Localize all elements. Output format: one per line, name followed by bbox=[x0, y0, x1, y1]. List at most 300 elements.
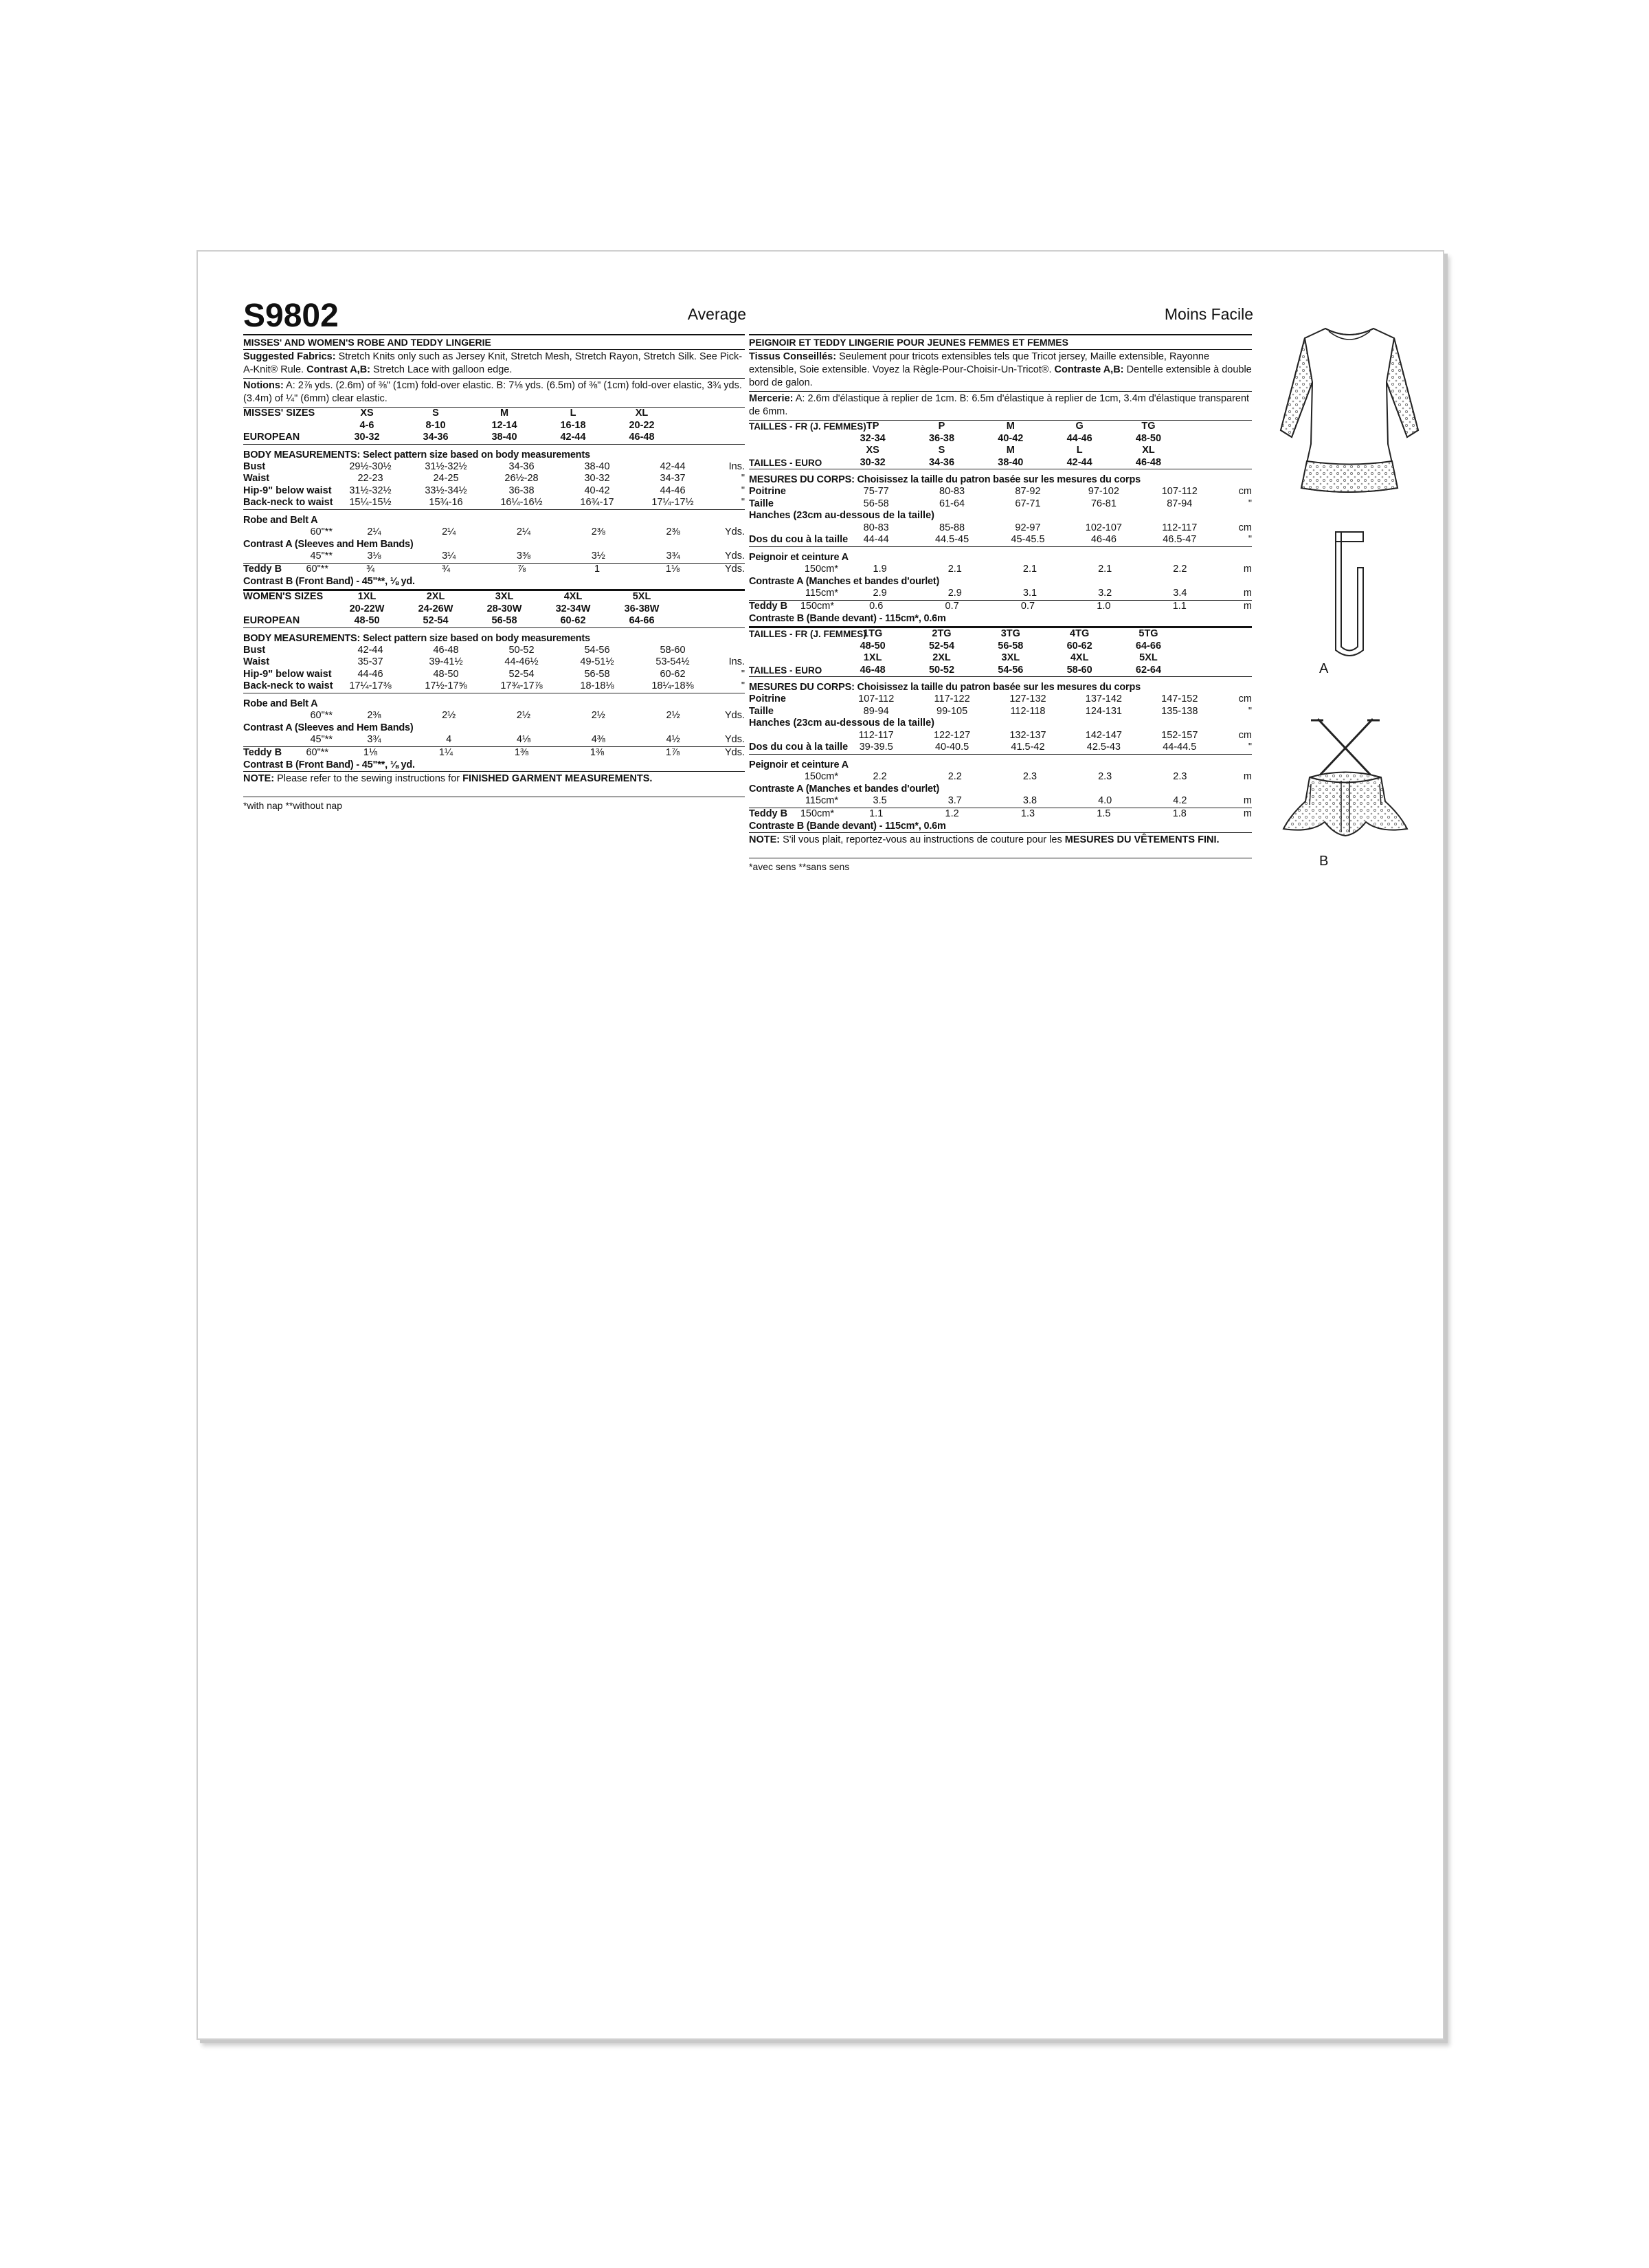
suggested-fabrics: Suggested Fabrics: Stretch Knits only such as Jersey Knit, Stretch Mesh, Stretch Rayon, Stretch Silk. See Pick-A-Knit® Rule. Contrast A,B: Stretch Lace with galloon edge. bbox=[243, 351, 743, 375]
table-cell: 87-92 bbox=[1015, 486, 1041, 497]
unit-cell: Ins. bbox=[728, 656, 745, 667]
unit-cell: Yds. bbox=[724, 526, 745, 537]
size-range: 24-26W bbox=[418, 603, 453, 614]
table-cell: ⅞ bbox=[517, 563, 526, 575]
size-range: 48-50 bbox=[354, 615, 380, 626]
size-label: XS bbox=[360, 408, 374, 419]
table-cell: 42.5-43 bbox=[1086, 742, 1121, 753]
size-range: 52-54 bbox=[928, 640, 955, 652]
robe-yardage-heading: Peignoir et ceinture A bbox=[749, 551, 849, 563]
table-cell: 34-37 bbox=[660, 473, 686, 484]
unit-cell: m bbox=[1243, 588, 1252, 599]
table-cell: 3¾ bbox=[666, 551, 680, 562]
table-cell: 85-88 bbox=[939, 522, 965, 533]
size-label: 1XL bbox=[357, 591, 377, 602]
unit-cell: cm bbox=[1238, 693, 1252, 704]
table-row bbox=[749, 588, 1252, 600]
table-cell: 99-105 bbox=[936, 705, 968, 717]
finished-measurements-note-fr: NOTE: S'il vous plait, reportez-vous au instructions de couture pour les MESURES DU VÊTEMENTS FINI. bbox=[749, 834, 1220, 845]
size-range: 38-40 bbox=[998, 456, 1024, 468]
table-cell: 4⅛ bbox=[516, 734, 531, 745]
row-label: Hip-9" below waist bbox=[243, 485, 332, 496]
table-cell: 52-54 bbox=[508, 668, 535, 680]
table-cell: 80-83 bbox=[939, 486, 965, 497]
table-cell: 1.3 bbox=[1020, 808, 1035, 819]
table-cell: 0.7 bbox=[945, 600, 959, 612]
body-measurements-heading: MESURES DU CORPS: Choisissez la taille du patron basée sur les mesures du corps bbox=[749, 682, 1141, 693]
size-range: 38-40 bbox=[491, 432, 517, 443]
table-row bbox=[243, 734, 745, 746]
nap-footnote: *with nap **without nap bbox=[243, 797, 745, 812]
table-cell: 0.7 bbox=[1020, 600, 1035, 612]
table-cell: ¾ bbox=[441, 563, 451, 575]
size-range: 48-50 bbox=[860, 640, 886, 652]
size-range: 3XL bbox=[1001, 652, 1020, 663]
table-cell: 1.1 bbox=[1172, 600, 1187, 612]
table-cell: 56-58 bbox=[584, 668, 610, 680]
row-label: 150cm* bbox=[804, 770, 838, 782]
difficulty-level: Average bbox=[687, 305, 746, 323]
table-cell: 3.1 bbox=[1022, 588, 1037, 599]
table-cell: 56-58 bbox=[863, 498, 889, 509]
row-label: Dos du cou à la taille bbox=[749, 742, 849, 753]
table-cell: 112-117 bbox=[1162, 522, 1198, 533]
size-range-row bbox=[749, 433, 1252, 445]
row-label: 150cm* bbox=[804, 563, 838, 575]
table-cell: 2½ bbox=[666, 709, 680, 721]
women-size-table-fr bbox=[749, 628, 1252, 832]
contrast-a-heading: Contrast A (Sleeves and Hem Bands) bbox=[243, 722, 414, 733]
size-range-row: TAILLES - EURO 30-32 34-36 38-40 42-44 46-48 bbox=[749, 457, 1252, 469]
size-range: 40-42 bbox=[998, 432, 1024, 444]
size-header-row: MISSES' SIZES XS S M L XL bbox=[243, 408, 745, 420]
table-cell: 46.5-47 bbox=[1163, 534, 1197, 545]
table-cell: 40-40.5 bbox=[934, 742, 969, 753]
size-range: 48-50 bbox=[1135, 432, 1162, 444]
robe-illustration bbox=[1260, 320, 1439, 506]
size-label: 3XL bbox=[495, 591, 514, 602]
table-cell: 2½ bbox=[591, 709, 605, 721]
table-cell: 1⅞ bbox=[665, 746, 680, 758]
size-range-row: EUROPEAN 30-32 34-36 38-40 42-44 46-48 bbox=[243, 432, 745, 444]
unit-cell: " bbox=[741, 485, 745, 496]
unit-cell: " bbox=[1248, 498, 1252, 509]
size-range: 56-58 bbox=[491, 615, 517, 626]
table-cell: 2¼ bbox=[516, 526, 531, 537]
pattern-number: S9802 bbox=[243, 298, 339, 334]
contrast-a-heading: Contraste A (Manches et bandes d'ourlet) bbox=[749, 783, 940, 794]
notions-fr: Mercerie: A: 2.6m d'élastique à replier de 1cm. B: 6.5m d'élastique à replier de 1cm, 3.4m d'élastique transparent de 6mm. bbox=[749, 393, 1250, 417]
size-label: L bbox=[570, 408, 576, 419]
table-cell: 152-157 bbox=[1161, 729, 1198, 741]
table-row bbox=[243, 645, 745, 657]
size-range-row bbox=[243, 603, 745, 616]
unit-cell: " bbox=[1248, 705, 1252, 717]
size-label: XL bbox=[635, 408, 649, 419]
table-row bbox=[749, 730, 1252, 742]
size-label: P bbox=[938, 421, 945, 432]
size-label: S bbox=[432, 408, 439, 419]
row-label: Bust bbox=[243, 644, 266, 656]
table-row bbox=[243, 551, 745, 563]
size-range: XL bbox=[1142, 445, 1155, 456]
size-range: 20-22W bbox=[349, 603, 385, 614]
table-cell: 58-60 bbox=[660, 644, 686, 656]
table-cell: 1⅛ bbox=[363, 746, 378, 758]
table-cell: 87-94 bbox=[1167, 498, 1193, 509]
view-a-label: A bbox=[1319, 661, 1329, 676]
table-cell: 4.0 bbox=[1098, 795, 1112, 806]
table-cell: 3.4 bbox=[1173, 588, 1187, 599]
table-row bbox=[749, 771, 1252, 783]
size-label: 2XL bbox=[426, 591, 445, 602]
table-cell: 112-118 bbox=[1010, 705, 1046, 717]
table-cell: 112-117 bbox=[858, 729, 894, 741]
table-cell: 39-39.5 bbox=[859, 742, 893, 753]
table-cell: 1⅜ bbox=[514, 746, 529, 758]
table-cell: 17¼-17½ bbox=[651, 497, 694, 508]
table-cell: 41.5-42 bbox=[1011, 742, 1045, 753]
table-cell: 0.6 bbox=[869, 600, 884, 612]
contrast-a-heading: Contraste A (Manches et bandes d'ourlet) bbox=[749, 576, 940, 587]
size-range-row bbox=[749, 445, 1252, 457]
size-range: M bbox=[1006, 445, 1015, 456]
body-measurements-heading: BODY MEASUREMENTS: Select pattern size based on body measurements bbox=[243, 449, 590, 460]
size-range: 30-32 bbox=[354, 432, 380, 443]
row-label bbox=[749, 522, 838, 535]
table-cell: 46-48 bbox=[433, 644, 459, 656]
size-label: M bbox=[1006, 421, 1015, 432]
table-cell: 4 bbox=[446, 734, 452, 745]
table-cell: 3¼ bbox=[442, 551, 456, 562]
size-label: 3TG bbox=[1000, 628, 1020, 639]
size-range: 4XL bbox=[1070, 652, 1089, 663]
row-label: 45"** bbox=[310, 551, 333, 562]
table-cell: 3.5 bbox=[873, 795, 887, 806]
unit-cell: m bbox=[1243, 795, 1252, 806]
size-range-row bbox=[749, 652, 1252, 665]
table-cell: 1.2 bbox=[945, 808, 959, 819]
size-range: 58-60 bbox=[1066, 664, 1092, 676]
table-row bbox=[749, 498, 1252, 511]
table-cell: 3¾ bbox=[367, 734, 381, 745]
table-cell: 2.1 bbox=[1098, 563, 1112, 575]
size-range: 2XL bbox=[932, 652, 951, 663]
table-cell: 75-77 bbox=[863, 486, 889, 497]
table-cell: 1.5 bbox=[1097, 808, 1111, 819]
row-label: Waist bbox=[243, 656, 270, 667]
table-cell: 127-132 bbox=[1009, 693, 1046, 704]
pattern-envelope-back bbox=[197, 250, 1444, 2040]
table-row bbox=[243, 473, 745, 485]
table-row bbox=[749, 564, 1252, 576]
table-row bbox=[749, 693, 1252, 706]
unit-cell: " bbox=[1248, 742, 1252, 753]
table-cell: 30-32 bbox=[584, 473, 610, 484]
table-row bbox=[749, 742, 1252, 754]
unit-cell bbox=[710, 645, 745, 657]
table-cell: 97-102 bbox=[1088, 486, 1119, 497]
body-measurements-heading: MESURES DU CORPS: Choisissez la taille du patron basée sur les mesures du corps bbox=[749, 474, 1141, 485]
size-range: 54-56 bbox=[998, 664, 1024, 676]
table-cell: 15¼-15½ bbox=[349, 497, 392, 508]
size-range: 64-66 bbox=[629, 615, 655, 626]
row-label: Bust bbox=[243, 460, 266, 472]
size-range-row: EUROPEAN 48-50 52-54 56-58 60-62 64-66 bbox=[243, 615, 745, 627]
unit-cell: cm bbox=[1238, 522, 1252, 533]
table-cell: 2¼ bbox=[367, 526, 381, 537]
unit-cell: " bbox=[741, 680, 745, 691]
unit-cell: " bbox=[741, 473, 745, 484]
table-cell: 18¼-18⅜ bbox=[651, 680, 694, 691]
row-label: Hanches (23cm au-dessous de la taille) bbox=[749, 718, 934, 729]
women-size-table bbox=[243, 591, 745, 771]
table-cell: 2.3 bbox=[1098, 770, 1112, 782]
size-label: 5XL bbox=[632, 591, 651, 602]
table-cell: 4.2 bbox=[1173, 795, 1187, 806]
size-label: 2TG bbox=[932, 628, 952, 639]
table-cell: 38-40 bbox=[584, 460, 610, 472]
table-cell: 3⅛ bbox=[367, 551, 381, 562]
robe-yardage-heading: Robe and Belt A bbox=[243, 514, 318, 526]
pattern-title: MISSES' AND WOMEN'S ROBE AND TEDDY LINGERIE bbox=[243, 334, 745, 350]
row-label: Poitrine bbox=[749, 693, 786, 704]
table-cell: 1⅜ bbox=[590, 746, 605, 758]
table-cell: 2½ bbox=[442, 709, 456, 721]
view-b-label: B bbox=[1319, 854, 1329, 869]
unit-cell: Ins. bbox=[728, 460, 745, 472]
size-range: 56-58 bbox=[998, 640, 1024, 652]
table-cell: 117-122 bbox=[934, 693, 970, 704]
teddy-row: Teddy B 60"** 1⅛ 1¼ 1⅜ 1⅜ 1⅞ Yds. bbox=[243, 746, 745, 758]
size-range-row bbox=[243, 420, 745, 432]
size-header-row: TAILLES - FR (J. FEMMES) TP P M G TG bbox=[749, 421, 1252, 433]
contrast-b-yardage: Contraste B (Bande devant) - 115cm*, 0.6m bbox=[749, 613, 946, 624]
suggested-fabrics-fr: Tissus Conseillés: Seulement pour tricots extensibles tels que Tricot jersey, Maille extensible, Rayonne extensible, Soie extensible. Voyez la Règle-Pour-Choisir-Un-Tricot®. Contraste A,B: Dentelle extensible à double bord de galon. bbox=[749, 351, 1252, 388]
size-range: 60-62 bbox=[1066, 640, 1092, 652]
table-cell: 16¾-17 bbox=[580, 497, 614, 508]
size-range: 62-64 bbox=[1135, 664, 1162, 676]
table-cell: 3.7 bbox=[947, 795, 962, 806]
table-cell: 2⅜ bbox=[367, 709, 381, 721]
table-cell: 15¾-16 bbox=[429, 497, 463, 508]
unit-cell: Yds. bbox=[724, 709, 745, 721]
table-cell: 102-107 bbox=[1085, 522, 1122, 533]
table-cell: ¾ bbox=[366, 563, 375, 575]
table-cell: 2⅜ bbox=[666, 526, 680, 537]
table-row bbox=[243, 461, 745, 474]
unit-cell: " bbox=[741, 668, 745, 680]
table-cell: 50-52 bbox=[508, 644, 535, 656]
size-range: 64-66 bbox=[1135, 640, 1162, 652]
table-cell: 4½ bbox=[666, 734, 680, 745]
robe-yardage-heading: Robe and Belt A bbox=[243, 698, 318, 709]
row-label: Hanches (23cm au-dessous de la taille) bbox=[749, 510, 934, 521]
size-range: 32-34W bbox=[555, 603, 591, 614]
row-label: Dos du cou à la taille bbox=[749, 534, 849, 545]
table-cell: 2.3 bbox=[1173, 770, 1187, 782]
table-cell: 16¼-16½ bbox=[500, 497, 543, 508]
size-range: 44-46 bbox=[1066, 432, 1092, 444]
contrast-b-yardage: Contrast B (Front Band) - 45"**, ⅛ yd. bbox=[243, 759, 415, 770]
table-cell: 44-44.5 bbox=[1163, 742, 1197, 753]
table-cell: 31½-32½ bbox=[349, 485, 392, 496]
size-range: 1XL bbox=[863, 652, 882, 663]
size-range: 42-44 bbox=[560, 432, 586, 443]
row-label: Taille bbox=[749, 498, 774, 509]
size-range-row: TAILLES - EURO 46-48 50-52 54-56 58-60 62-64 bbox=[749, 665, 1252, 677]
size-label: 4XL bbox=[563, 591, 583, 602]
table-cell: 48-50 bbox=[433, 668, 459, 680]
table-cell: 107-112 bbox=[858, 693, 895, 704]
table-row bbox=[243, 485, 745, 498]
table-cell: 2.1 bbox=[1022, 563, 1037, 575]
size-label: 5TG bbox=[1138, 628, 1158, 639]
table-cell: 45-45.5 bbox=[1011, 534, 1045, 545]
table-cell: 137-142 bbox=[1085, 693, 1122, 704]
table-cell: 2.9 bbox=[947, 588, 962, 599]
size-range: 28-30W bbox=[486, 603, 522, 614]
teddy-row: Teddy B 150cm* 0.6 0.7 0.7 1.0 1.1 m bbox=[749, 600, 1252, 612]
table-row bbox=[243, 656, 745, 669]
table-cell: 1.9 bbox=[873, 563, 887, 575]
table-cell: 35-37 bbox=[357, 656, 383, 667]
size-range: 60-62 bbox=[560, 615, 586, 626]
table-cell: 67-71 bbox=[1015, 498, 1041, 509]
size-range: 16-18 bbox=[560, 419, 586, 431]
size-range: 46-48 bbox=[860, 664, 886, 676]
size-range: 46-48 bbox=[1135, 456, 1162, 468]
size-range: 5XL bbox=[1139, 652, 1158, 663]
table-cell: 24-25 bbox=[433, 473, 459, 484]
size-range: 32-34 bbox=[860, 432, 886, 444]
belt-illustration bbox=[1329, 526, 1370, 657]
table-cell: 31½-32½ bbox=[425, 460, 467, 472]
table-cell: 60-62 bbox=[660, 668, 686, 680]
table-cell: 44.5-45 bbox=[934, 534, 969, 545]
row-label: 45"** bbox=[310, 734, 333, 745]
table-cell: 17¼-17⅜ bbox=[349, 680, 392, 691]
size-range: 36-38 bbox=[928, 432, 955, 444]
unit-cell: cm bbox=[1238, 729, 1252, 741]
body-measurements-heading: BODY MEASUREMENTS: Select pattern size based on body measurements bbox=[243, 632, 590, 644]
row-label: 115cm* bbox=[805, 588, 838, 599]
unit-cell: m bbox=[1243, 563, 1252, 575]
table-cell: 3.2 bbox=[1098, 588, 1112, 599]
table-cell: 89-94 bbox=[863, 705, 889, 717]
row-label: Hip-9" below waist bbox=[243, 668, 332, 680]
teddy-row: Teddy B 60"** ¾ ¾ ⅞ 1 1⅛ Yds. bbox=[243, 563, 745, 575]
table-cell: 80-83 bbox=[863, 522, 889, 533]
table-cell: 124-131 bbox=[1085, 705, 1122, 717]
table-cell: 1.8 bbox=[1172, 808, 1187, 819]
table-cell: 29½-30½ bbox=[349, 460, 392, 472]
table-cell: 3½ bbox=[591, 551, 605, 562]
table-cell: 2.2 bbox=[1173, 563, 1187, 575]
table-cell: 54-56 bbox=[584, 644, 610, 656]
size-range: 12-14 bbox=[491, 419, 517, 431]
table-cell: 26½-28 bbox=[504, 473, 539, 484]
table-cell: 2½ bbox=[516, 709, 531, 721]
teddy-illustration bbox=[1270, 712, 1421, 843]
row-label: Poitrine bbox=[749, 486, 786, 497]
size-label: 1TG bbox=[863, 628, 883, 639]
table-cell: 2.2 bbox=[873, 770, 887, 782]
table-cell: 2.2 bbox=[947, 770, 962, 782]
table-cell: 76-81 bbox=[1090, 498, 1117, 509]
row-label: 60"** bbox=[310, 709, 333, 721]
unit-cell: m bbox=[1243, 770, 1252, 782]
table-row bbox=[243, 680, 745, 693]
robe-yardage-heading: Peignoir et ceinture A bbox=[749, 759, 849, 770]
size-label: M bbox=[500, 408, 509, 419]
row-label: Back-neck to waist bbox=[243, 497, 333, 508]
size-range: 36-38W bbox=[624, 603, 660, 614]
nap-footnote-fr: *avec sens **sans sens bbox=[749, 858, 1252, 873]
teddy-row: Teddy B 150cm* 1.1 1.2 1.3 1.5 1.8 m bbox=[749, 808, 1252, 819]
table-cell: 122-127 bbox=[933, 729, 971, 741]
pattern-title-fr: PEIGNOIR ET TEDDY LINGERIE POUR JEUNES FEMMES ET FEMMES bbox=[749, 334, 1252, 350]
contrast-b-yardage: Contraste B (Bande devant) - 115cm*, 0.6m bbox=[749, 821, 946, 832]
misses-size-table-fr bbox=[749, 421, 1252, 625]
table-cell: 40-42 bbox=[584, 485, 610, 496]
unit-cell: Yds. bbox=[724, 551, 745, 562]
table-row bbox=[749, 486, 1252, 498]
size-header-row: TAILLES - FR (J. FEMMES) 1TG 2TG 3TG 4TG 5TG bbox=[749, 628, 1252, 641]
size-range-row bbox=[749, 641, 1252, 653]
table-row bbox=[749, 534, 1252, 546]
table-cell: 1 bbox=[594, 563, 601, 575]
size-range: S bbox=[938, 445, 945, 456]
table-cell: 107-112 bbox=[1161, 486, 1198, 497]
table-cell: 18-18⅛ bbox=[580, 680, 614, 691]
table-row bbox=[243, 669, 745, 681]
size-range: XS bbox=[866, 445, 879, 456]
size-header-row: WOMEN'S SIZES 1XL 2XL 3XL 4XL 5XL bbox=[243, 591, 745, 603]
table-cell: 46-46 bbox=[1090, 534, 1117, 545]
table-cell: 135-138 bbox=[1161, 705, 1198, 717]
size-label: 4TG bbox=[1070, 628, 1090, 639]
table-cell: 44-46 bbox=[357, 668, 383, 680]
table-cell: 36-38 bbox=[508, 485, 535, 496]
contrast-b-yardage: Contrast B (Front Band) - 45"**, ⅛ yd. bbox=[243, 576, 415, 587]
table-cell: 17¾-17⅞ bbox=[500, 680, 543, 691]
table-row bbox=[749, 795, 1252, 808]
table-cell: 17½-17⅝ bbox=[425, 680, 467, 691]
size-range: 52-54 bbox=[423, 615, 449, 626]
table-cell: 42-44 bbox=[357, 644, 383, 656]
size-label: TP bbox=[866, 421, 879, 432]
unit-cell: cm bbox=[1238, 486, 1252, 497]
table-cell: 34-36 bbox=[508, 460, 535, 472]
size-range: 34-36 bbox=[423, 432, 449, 443]
table-cell: 1.0 bbox=[1097, 600, 1111, 612]
row-label: Back-neck to waist bbox=[243, 680, 333, 691]
size-range: L bbox=[1076, 445, 1083, 456]
table-cell: 2.9 bbox=[873, 588, 887, 599]
table-cell: 3⅜ bbox=[516, 551, 531, 562]
table-cell: 42-44 bbox=[660, 460, 686, 472]
unit-cell: " bbox=[741, 497, 745, 508]
table-cell: 2.3 bbox=[1022, 770, 1037, 782]
table-cell: 147-152 bbox=[1161, 693, 1198, 704]
table-cell: 3.8 bbox=[1022, 795, 1037, 806]
table-row bbox=[243, 526, 745, 539]
table-cell: 142-147 bbox=[1085, 729, 1122, 741]
contrast-a-heading: Contrast A (Sleeves and Hem Bands) bbox=[243, 539, 414, 550]
row-label: 60"** bbox=[310, 526, 333, 537]
table-cell: 1.1 bbox=[869, 808, 884, 819]
